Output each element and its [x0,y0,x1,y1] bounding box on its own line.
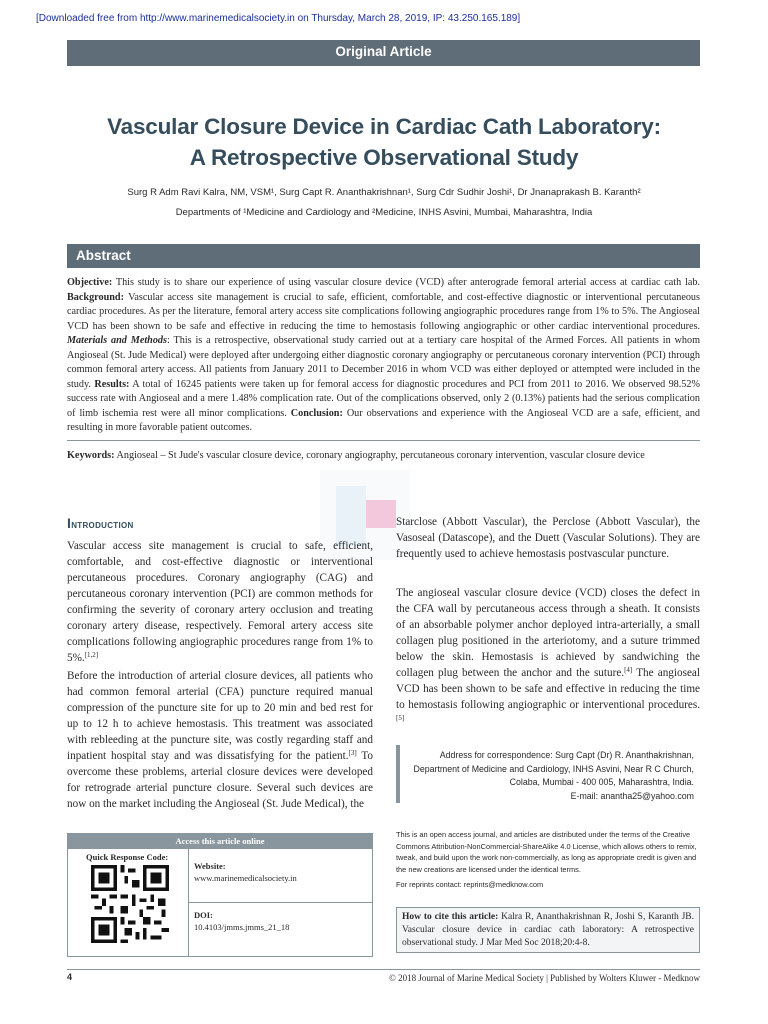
objective-label: Objective: [67,277,113,288]
methods-label: Materials and Methods [67,335,167,346]
footer-copyright: © 2018 Journal of Marine Medical Society | Published by Wolters Kluwer - Medknow [389,973,700,983]
address-line: Department of Medicine and Cardiology, INHS Asvini, Near R C Church, [413,763,694,774]
doi-label: DOI: [194,910,213,920]
intro-paragraph-2 [67,668,373,812]
title-line-2: A Retrospective Observational Study [189,145,579,170]
conclusion-label: Conclusion: [290,407,343,419]
intro-p1-text: Vascular access site management is crucial to safe, efficient, comfortable, and cost-effective diagnostic or interventional percutaneous procedures. Coronary angiography (CAG) and percutaneous coronary intervention (PCI) are common methods for confirming the severity of coronary artery occlusion and treating coronary artery disease, respectively. Femoral artery access site complications following angiographic procedures range from 1% to 5%. [67,540,373,664]
citation-box [396,907,700,953]
email-address: E-mail: anantha25@yahoo.com [570,790,694,801]
website-label: Website: [194,861,226,871]
address-line: Address for correspondence: Surg Capt (Dr) R. Ananthakrishnan, [439,750,694,760]
introduction-heading [67,515,134,531]
intro-p2b-text: To overcome these problems, arterial closure devices were developed for retrograde arterial puncture closure. Several such devices are now on the market including the Angioseal (St. Jude Medical), the [67,750,374,810]
access-divider [188,849,189,957]
intro-initial: I [67,515,72,531]
citation-ref: [4] [624,666,633,674]
cite-label: How to cite this article: [402,912,499,922]
col2-p2a-text: The angioseal vascular closure device (VCD) closes the defect in the CFA wall by percutaneous access through a sheath. It consists of an absorbable polymer anchor deployed intra-arterially, a small collagen plug positioned in the arteriotomy, and a suture trimmed below the skin. Hemostasis is achieved by sandwiching the collagen plug between the anchor and the suture. [396,587,700,679]
intro-rest: ntroduction [71,517,134,531]
reprints-contact: For reprints contact: reprints@medknow.com [396,880,544,889]
doi-link[interactable]: 10.4103/jmms.jmms_21_18 [194,922,290,932]
address-line: Colaba, Mumbai - 400 005, Maharashtra, India. [509,777,694,787]
footer-divider [67,969,700,970]
col2-paragraph-1: Starclose (Abbott Vascular), the Perclose (Abbott Vascular), the Vasoseal (Datascope), and the Duett (Vascular Solutions). They are frequently used to achieve hemostasis postvascular puncture. [396,516,700,560]
watermark-block [336,486,366,546]
keywords [67,449,657,463]
results-text: A total of 16245 patients were taken up for femoral access for diagnostic procedures and PCI from 2011 to 2016. We observed 98.52% success rate with Angioseal and a mere 1.48% complication rate. Out of the complications observed, only 2 (0.13%) patients had the serious complication of limb ischemia rest were all minor complications. [67,378,700,419]
watermark-block [366,500,396,528]
article-title [66,111,702,173]
abstract-heading: Abstract [76,248,131,263]
intro-paragraph-1 [67,538,373,666]
keywords-text: Angioseal – St Jude's vascular closure device, coronary angiography, percutaneous coronary intervention, vascular closure device [114,450,645,461]
methods-text: : This is a retrospective, observational study carried out at a tertiary care hospital of the Armed Forces. All patients in whom Angioseal (St. Jude Medical) were deployed after undergoing either diagnostic coronary angiography or percutaneous coronary intervention (PCI) through common femoral artery access. All patients from January 2011 to December 2016 in whom VCD was either deployed or attempted were included in the study. [67,335,700,390]
address-accent-bar [396,745,400,803]
col2-p2b-text: The angioseal VCD has been shown to be safe and effective in reducing the time to hemostasis following angiographic or interventional procedures. [396,667,700,711]
title-line-1: Vascular Closure Device in Cardiac Cath Laboratory: [107,114,661,139]
website-link[interactable]: www.marinemedicalsociety.in [194,873,297,883]
background-text: Vascular access site management is crucial to safe, efficient, comfortable, and cost-effective diagnostic or interventional percutaneous cardiac procedures. As per the literature, femoral artery access site complications following angiographic procedures range from 1% to 5%. The Angioseal VCD has been shown to be safe and effective in reducing the time to hemostasis following angiographic or other cardiac interventional procedures. [67,291,700,332]
abstract-heading-bar [67,244,700,268]
citation-ref: [5] [396,714,405,722]
open-access-notice: This is an open access journal, and articles are distributed under the terms of the Creative Commons Attribution-NonCommercial-ShareAlike 4.0 License, which allows others to remix, tweak, and build upon the work non-commercially, as long as appropriate credit is given and the new creations are licensed under the identical terms. [396,830,697,874]
access-online-heading: Access this article online [67,833,373,849]
abstract-text [67,276,700,436]
article-type-label: Original Article [335,44,432,59]
abstract-divider [67,440,700,441]
objective-text: This study is to share our experience of using vascular closure device (VCD) after anterograde femoral arterial access at cardiac cath lab. [112,277,700,288]
page-number: 4 [67,972,73,982]
access-divider [188,902,373,903]
author-list: Surg R Adm Ravi Kalra, NM, VSM¹, Surg Capt R. Ananthakrishnan¹, Surg Cdr Sudhir Joshi¹, Dr Jnanaprakash B. Karanth² [127,187,641,198]
qr-label: Quick Response Code: [86,852,169,862]
background-label: Background: [67,291,124,303]
affiliations: Departments of ¹Medicine and Cardiology and ²Medicine, INHS Asvini, Mumbai, Maharashtra, India [175,207,593,218]
correspondence-address [406,749,694,803]
results-label: Results: [94,378,130,390]
citation-ref: [3] [348,749,357,757]
download-notice: [Downloaded free from http://www.marinemedicalsociety.in on Thursday, March 28, 2019, IP: 43.250.165.189] [36,13,521,24]
intro-p2a-text: Before the introduction of arterial closure devices, all patients who had common femoral arterial (CFA) puncture required manual compression of the puncture site for up to 20 min and bed rest for up to 12 h to achieve hemostasis. This treatment was associated with rebleeding at the puncture site, was costly regarding staff and inpatient hospital stay and was dissatisfying for the patient. [67,670,373,762]
citation-ref: [1,2] [84,651,99,659]
conclusion-text: Our observations and experience with the Angioseal VCD are a safe, efficient, and resulting in more favorable patient outcomes. [67,407,701,433]
keywords-label: Keywords: [67,450,115,461]
qr-code-icon[interactable] [91,865,169,943]
cite-text: Kalra R, Ananthakrishnan R, Joshi S, Karanth JB. Vascular closure device in cardiac cath laboratory: A retrospective observational study. J Mar Med Soc 2018;20:4-8. [402,912,694,948]
col2-paragraph-2 [396,585,700,729]
